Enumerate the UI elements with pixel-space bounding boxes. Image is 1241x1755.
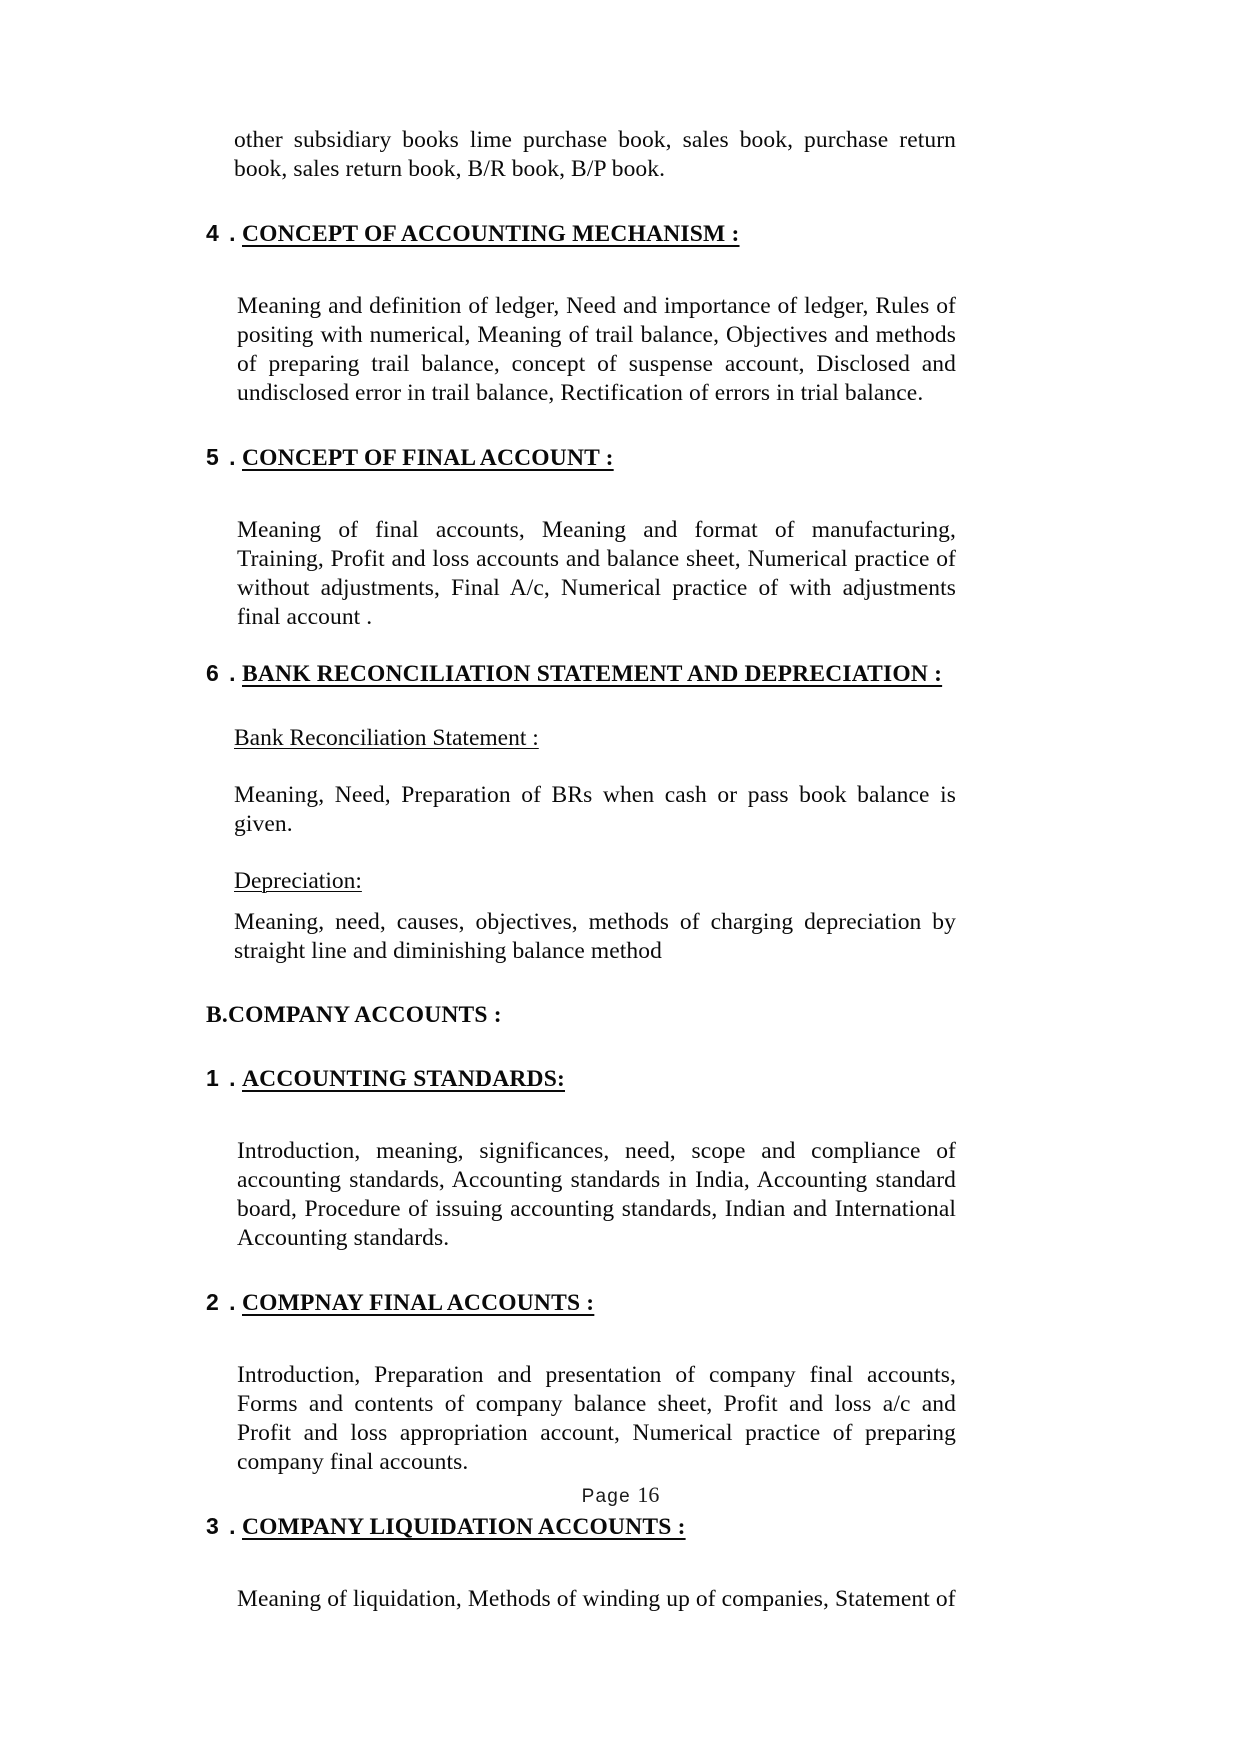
spacer xyxy=(234,632,956,660)
section-body-b2: Introduction, Preparation and presentation of company final accounts, Forms and contents of company balance sheet, Profit and loss a/c and Profit and loss appropriation account, Numerical practice of preparing company final accounts. xyxy=(237,1362,956,1475)
section-heading-4 xyxy=(206,220,956,248)
spacer xyxy=(234,184,956,220)
section-heading-6 xyxy=(206,660,956,688)
section-heading-b3 xyxy=(206,1513,956,1541)
section-title-5: CONCEPT OF FINAL ACCOUNT : xyxy=(242,445,614,471)
section-heading-b2 xyxy=(206,1289,956,1317)
section-body-4: Meaning and definition of ledger, Need and importance of ledger, Rules of positing with numerical, Meaning of trail balance, Objectives and methods of preparing trail balance, concept of suspense account, Disclosed and undisclosed error in trail balance, Rectification of errors in trial balance. xyxy=(237,293,956,406)
page-footer-label: Page xyxy=(581,1486,631,1507)
section-number-4: 4 . xyxy=(206,220,238,246)
section-body-b3: Meaning of liquidation, Methods of winding up of companies, Statement of xyxy=(237,1586,956,1612)
spacer xyxy=(234,753,956,781)
section-number-b1: 1 . xyxy=(206,1065,238,1091)
page-content xyxy=(206,126,956,1614)
section-title-b1: ACCOUNTING STANDARDS: xyxy=(242,1066,565,1092)
spacer xyxy=(234,896,956,908)
spacer xyxy=(234,688,956,724)
spacer xyxy=(234,966,956,1002)
subsection-body-depreciation: Meaning, need, causes, objectives, methods of charging depreciation by straight line and diminishing balance method xyxy=(234,909,956,964)
section-b-company-accounts-label: B.COMPANY ACCOUNTS : xyxy=(206,1002,502,1028)
subsection-body-brs: Meaning, Need, Preparation of BRs when cash or pass book balance is given. xyxy=(234,782,956,837)
spacer xyxy=(234,472,956,516)
section-number-5: 5 . xyxy=(206,444,238,470)
section-number-6: 6 . xyxy=(206,660,238,686)
spacer xyxy=(234,1093,956,1137)
spacer xyxy=(234,1253,956,1289)
section-title-6: BANK RECONCILIATION STATEMENT AND DEPRECIATION : xyxy=(242,661,943,687)
section-number-b2: 2 . xyxy=(206,1289,238,1315)
page-footer-number: 16 xyxy=(637,1482,660,1507)
spacer xyxy=(234,408,956,444)
subsection-title-depreciation: Depreciation: xyxy=(234,868,362,894)
page-footer xyxy=(0,1482,1241,1508)
section-body-5: Meaning of final accounts, Meaning and format of manufacturing, Training, Profit and loss accounts and balance sheet, Numerical practice of without adjustments, Final A/c, Numerical practice of with adjustments final account . xyxy=(237,517,956,630)
subsection-title-brs: Bank Reconciliation Statement : xyxy=(234,725,539,751)
intro-paragraph: other subsidiary books lime purchase book, sales book, purchase return book, sales return book, B/R book, B/P book. xyxy=(234,127,956,182)
section-title-b3: COMPANY LIQUIDATION ACCOUNTS : xyxy=(242,1514,686,1540)
section-title-4: CONCEPT OF ACCOUNTING MECHANISM : xyxy=(242,221,740,247)
spacer xyxy=(234,839,956,867)
section-number-b3: 3 . xyxy=(206,1513,238,1539)
spacer xyxy=(234,248,956,292)
spacer xyxy=(234,1029,956,1065)
section-title-b2: COMPNAY FINAL ACCOUNTS : xyxy=(242,1290,595,1316)
section-heading-b1 xyxy=(206,1065,956,1093)
section-body-b1: Introduction, meaning, significances, need, scope and compliance of accounting standards, Accounting standards in India, Accounting standard board, Procedure of issuing accounting standards, Indian and International Accounting standards. xyxy=(237,1138,956,1251)
spacer xyxy=(234,1541,956,1585)
spacer xyxy=(234,1317,956,1361)
section-heading-5 xyxy=(206,444,956,472)
